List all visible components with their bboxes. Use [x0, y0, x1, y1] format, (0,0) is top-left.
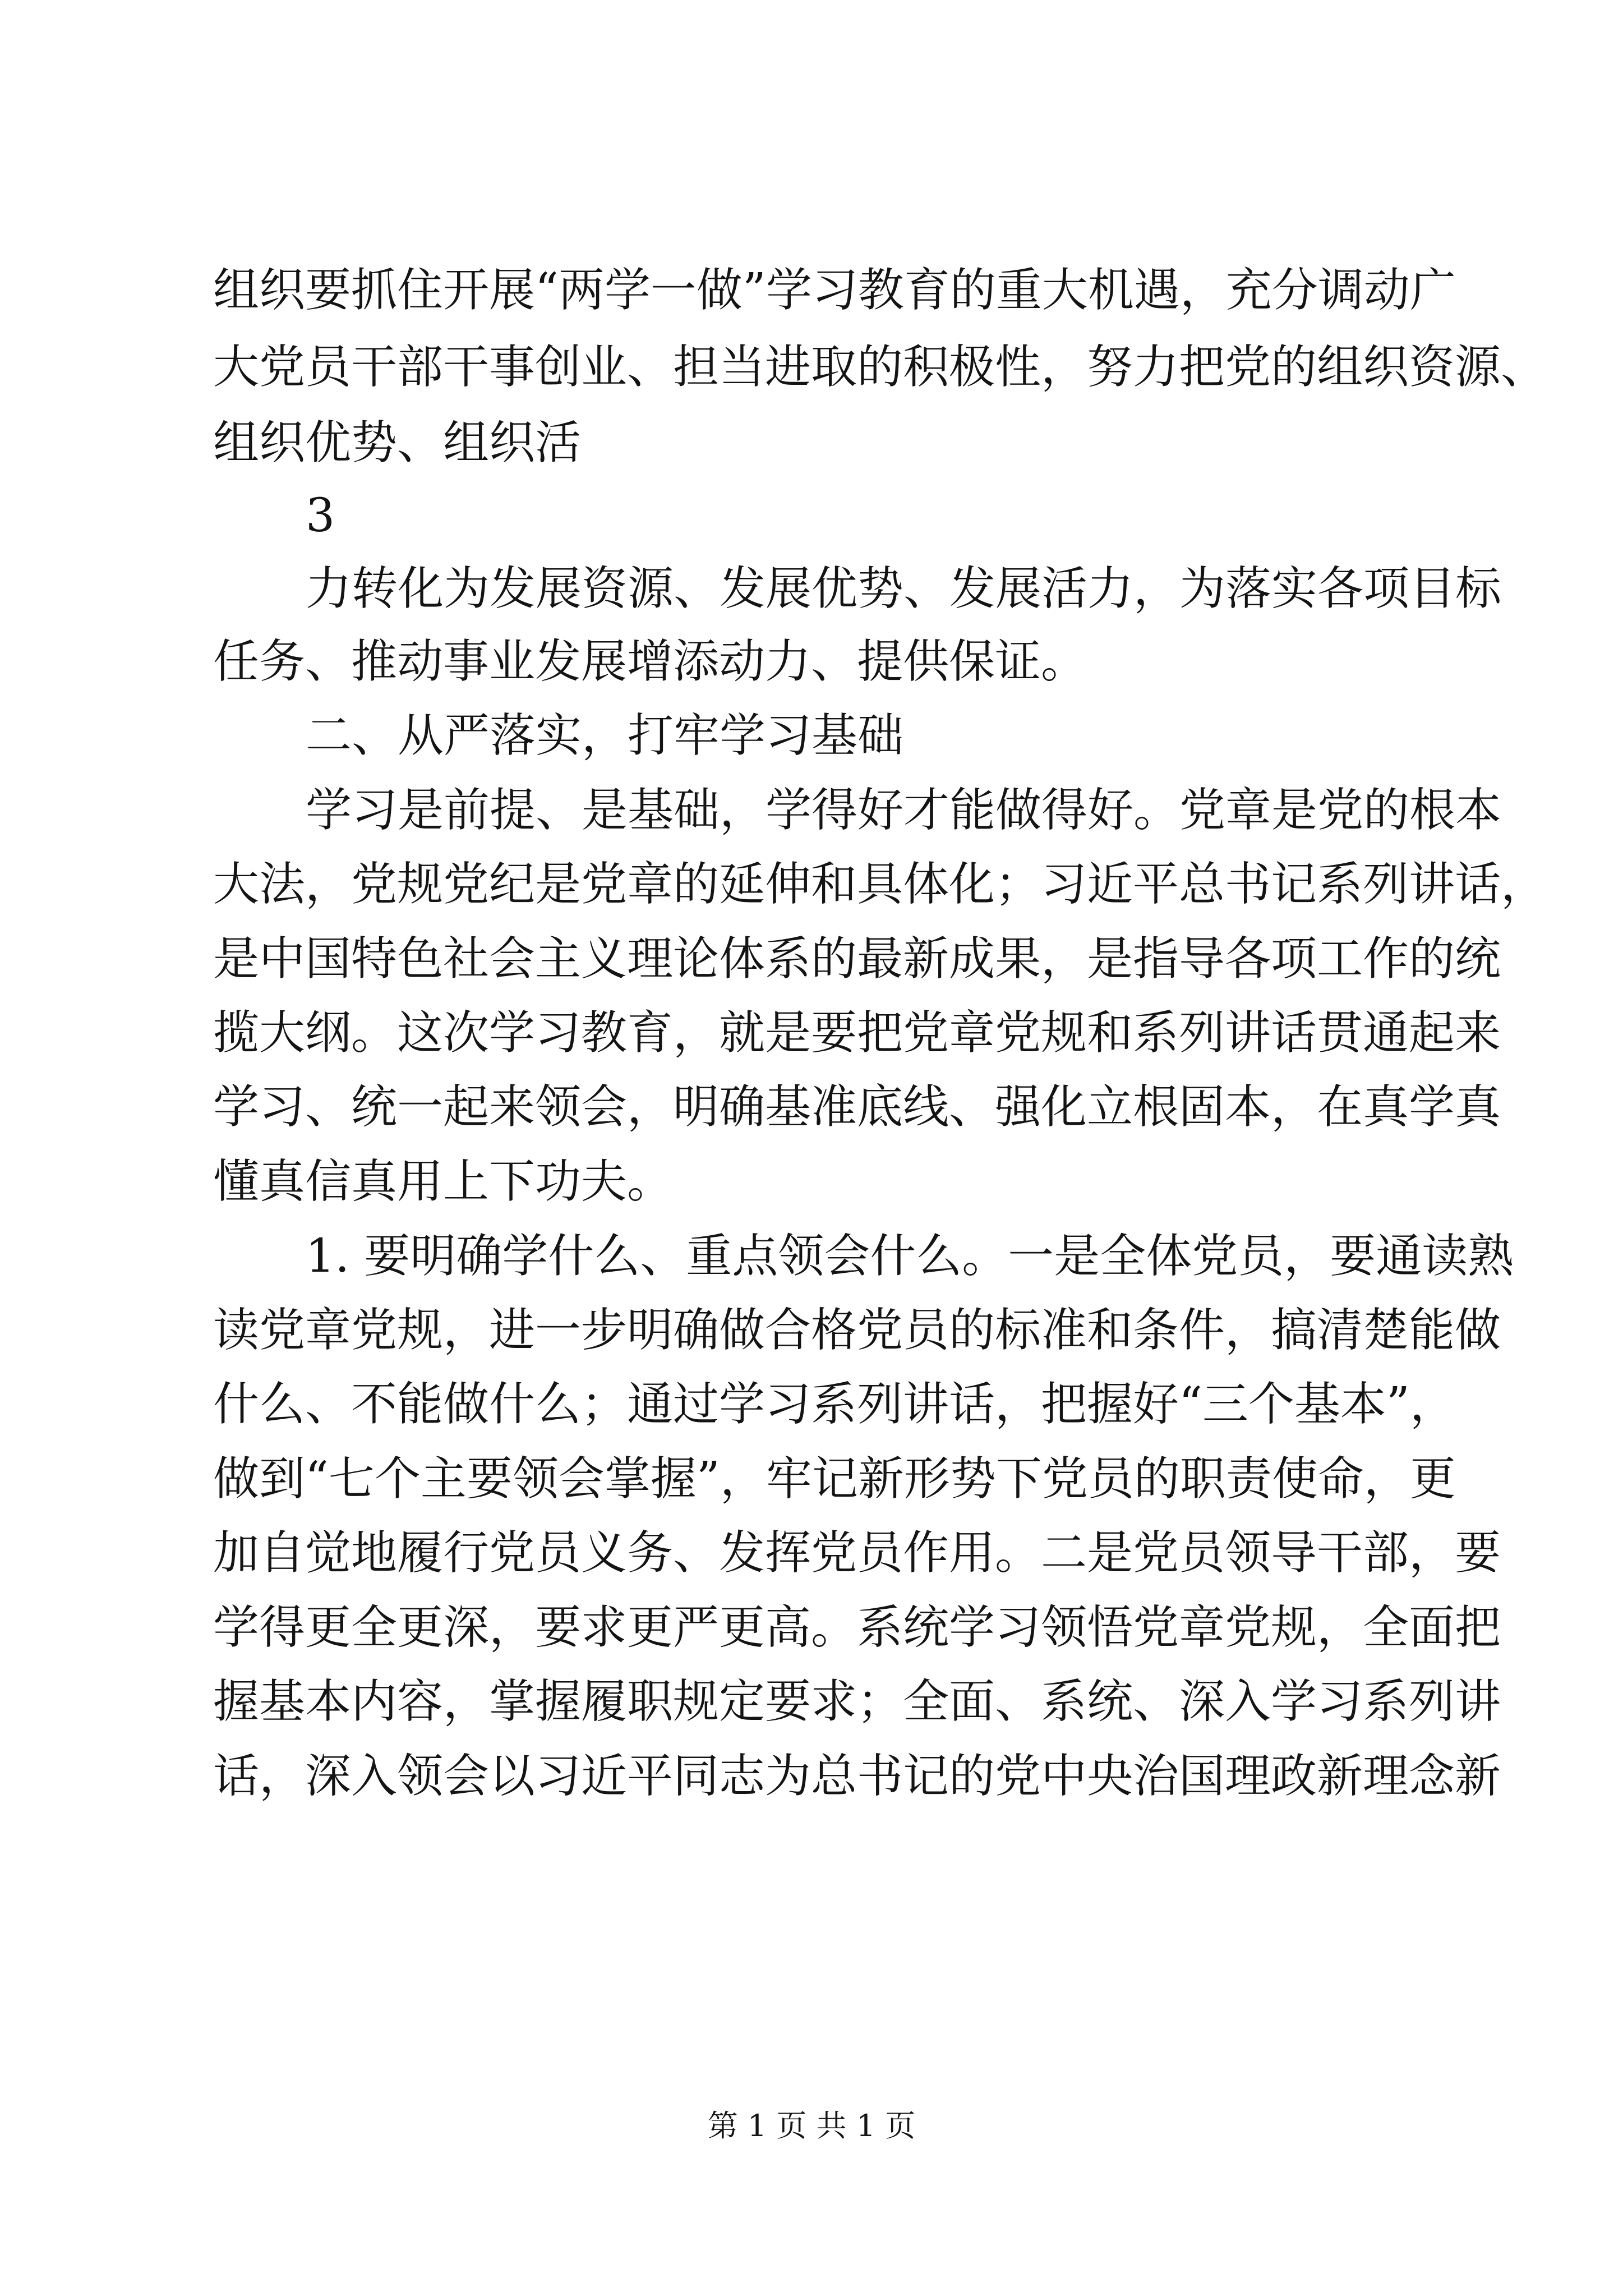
- text-line: 1. 要明确学什么、重点领会什么。一是全体党员，要通读熟: [306, 1230, 1514, 1283]
- section-heading: 二、从严落实，打牢学习基础: [306, 709, 904, 762]
- text-line: 学习、统一起来领会，明确基准底线、强化立根固本，在真学真: [213, 1080, 1501, 1134]
- page-number-marker: 3: [306, 489, 335, 542]
- text-line: 组织优势、组织活: [213, 416, 582, 470]
- text-line: 组织要抓住开展“两学一做”学习教育的重大机遇，充分调动广: [213, 264, 1456, 317]
- text-line: 读党章党规，进一步明确做合格党员的标准和条件，搞清楚能做: [213, 1304, 1501, 1357]
- text-line: 懂真信真用上下功夫。: [213, 1155, 674, 1208]
- text-line: 大法，党规党纪是党章的延伸和具体化；习近平总书记系列讲话，: [213, 858, 1547, 911]
- text-line: 任务、推动事业发展增添动力、提供保证。: [213, 635, 1087, 688]
- text-line: 大党员干部干事创业、担当进取的积极性，努力把党的组织资源、: [213, 341, 1547, 394]
- text-line: 力转化为发展资源、发展优势、发展活力，为落实各项目标: [306, 562, 1502, 615]
- text-line: 做到“七个主要领会掌握”，牢记新形势下党员的职责使命，更: [213, 1452, 1456, 1506]
- page-footer: 第 1 页 共 1 页: [707, 2108, 916, 2143]
- text-line: 加自觉地履行党员义务、发挥党员作用。二是党员领导干部，要: [213, 1526, 1501, 1580]
- text-line: 学习是前提、是基础，学得好才能做得好。党章是党的根本: [306, 784, 1502, 837]
- text-line: 话，深入领会以习近平同志为总书记的党中央治国理政新理念新: [213, 1750, 1501, 1803]
- text-line: 学得更全更深，要求更严更高。系统学习领悟党章党规，全面把: [213, 1601, 1501, 1654]
- text-line: 什么、不能做什么；通过学习系列讲话，把握好“三个基本”，: [213, 1378, 1456, 1431]
- text-line: 是中国特色社会主义理论体系的最新成果，是指导各项工作的统: [213, 932, 1501, 986]
- text-line: 揽大纲。这次学习教育，就是要把党章党规和系列讲话贯通起来: [213, 1006, 1501, 1060]
- text-line: 握基本内容，掌握履职规定要求；全面、系统、深入学习系列讲: [213, 1675, 1501, 1728]
